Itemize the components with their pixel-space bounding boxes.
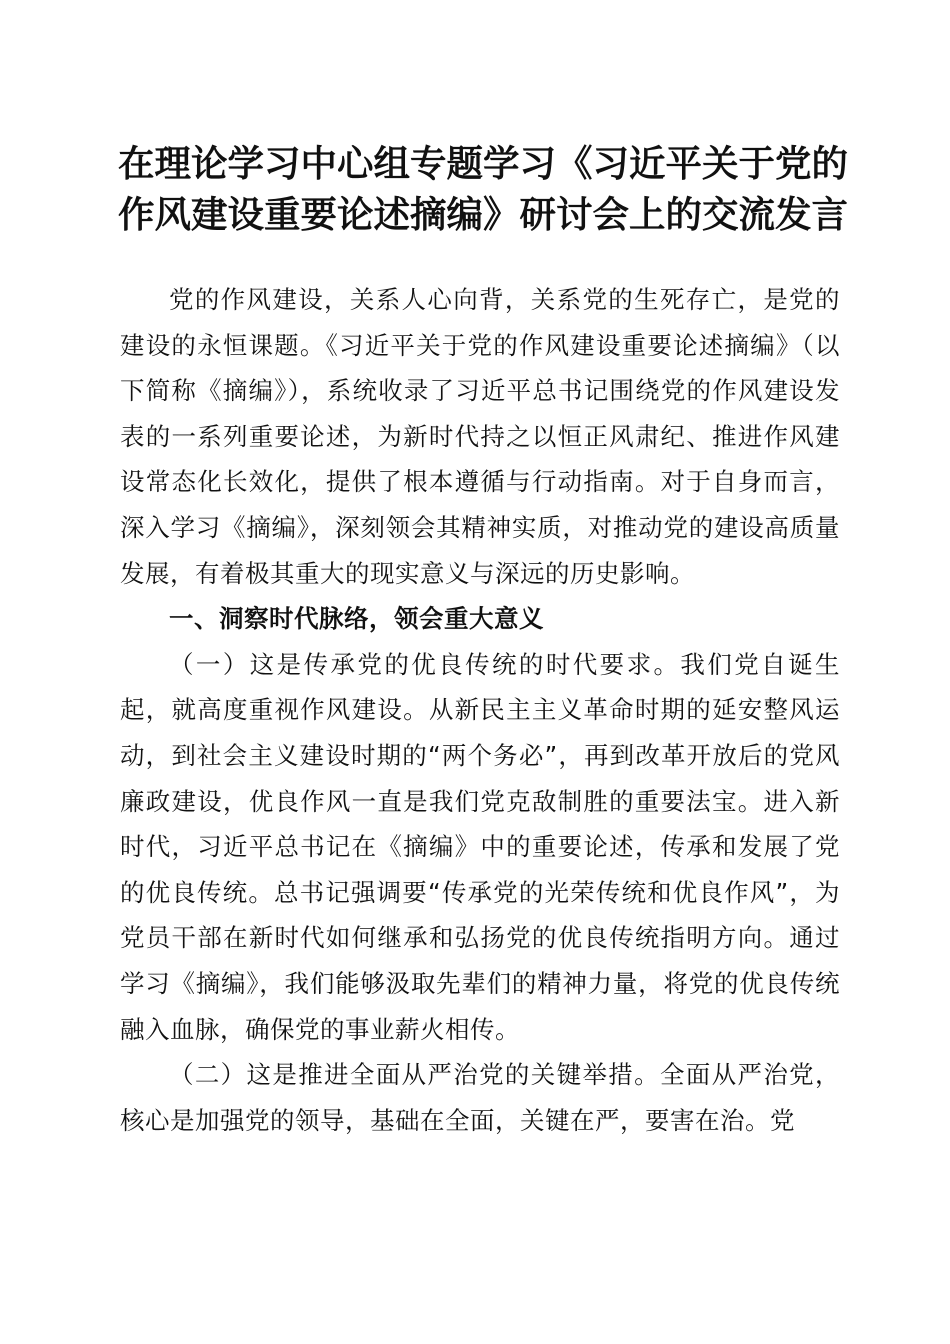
subsection-text-1: 我们党自诞生起，就高度重视作风建设。从新民主主义革命时期的延安整风运动，到社会主义建设时期的“两个务必”，再到改革开放后的党风廉政建设，优良作风一直是我们党克敌制胜的重要法宝。进入新时代，习近平总书记在《摘编》中的重要论述，传承和发展了党的优良传统。总书记强调要“传承党的光荣传统和优良作风”，为党员干部在新时代如何继承和弘扬党的优良传统指明方向。通过学习《摘编》，我们能够汲取先辈们的精神力量，将党的优良传统融入血脉，确保党的事业薪火相传。 [120, 649, 841, 1044]
subsection-text-2: 全面从严治党，核心是加强党的领导，基础在全面，关键在严，要害在治。党 [120, 1060, 841, 1135]
title-line-1: 在理论学习中心组专题学习《习近平关于党的 [118, 142, 848, 185]
document-body [120, 277, 840, 1143]
subsection-paragraph-2 [120, 1052, 840, 1143]
subsection-paragraph-1 [120, 642, 840, 1052]
intro-paragraph: 党的作风建设，关系人心向背，关系党的生死存亡，是党的建设的永恒课题。《习近平关于党的作风建设重要论述摘编》（以下简称《摘编》），系统收录了习近平总书记围绕党的作风建设发表的一系列重要论述，为新时代持之以恒正风肃纪、推进作风建设常态化长效化，提供了根本遵循与行动指南。对于自身而言，深入学习《摘编》，深刻领会其精神实质，对推动党的建设高质量发展，有着极其重大的现实意义与深远的历史影响。 [120, 285, 840, 588]
subsection-lead-2: （二）这是推进全面从严治党的关键举措。 [169, 1060, 660, 1090]
document-title [118, 138, 848, 240]
section-heading-1: 一、洞察时代脉络，领会重大意义 [169, 604, 544, 634]
subsection-lead-1: （一）这是传承党的优良传统的时代要求。 [169, 649, 681, 679]
title-line-2: 作风建设重要论述摘编》研讨会上的交流发言 [118, 193, 848, 236]
